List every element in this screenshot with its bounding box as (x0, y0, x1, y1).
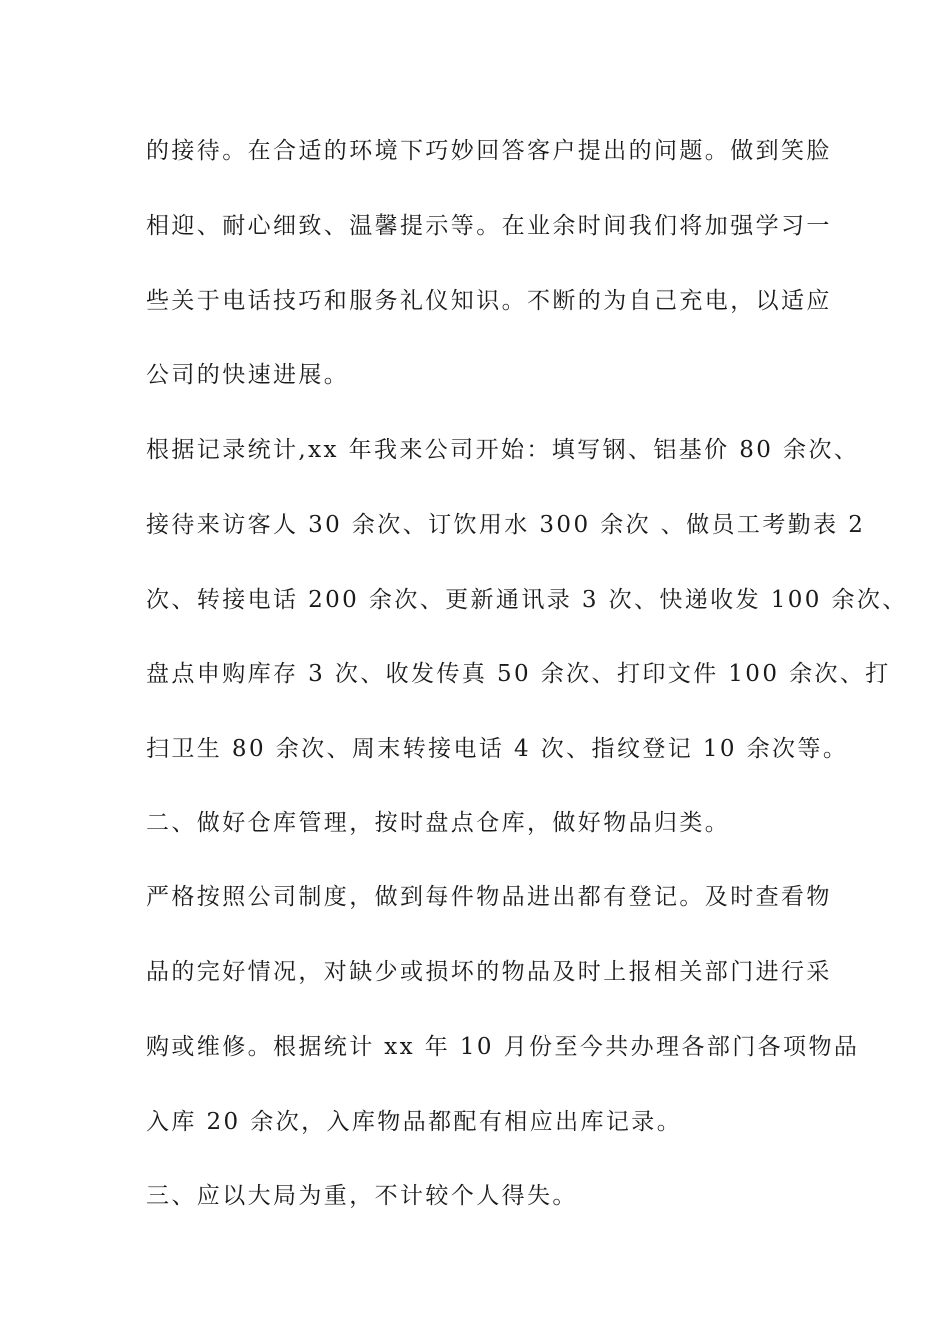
paragraph-line: 购或维修。根据统计 xx 年 10 月份至今共办理各部门各项物品 (146, 1034, 860, 1060)
paragraph-line: 扫卫生 80 余次、周末转接电话 4 次、指纹登记 10 余次等。 (146, 736, 849, 762)
paragraph-line: 接待来访客人 30 余次、订饮用水 300 余次 、做员工考勤表 2 (146, 512, 866, 538)
paragraph-line: 次、转接电话 200 余次、更新通讯录 3 次、快递收发 100 余次、 (146, 587, 908, 613)
paragraph-line: 入库 20 余次，入库物品都配有相应出库记录。 (146, 1109, 683, 1135)
paragraph-line: 公司的快速进展。 (146, 362, 350, 388)
paragraph-line: 的接待。在合适的环境下巧妙回答客户提出的问题。做到笑脸 (146, 138, 832, 164)
paragraph-line: 根据记录统计,xx 年我来公司开始：填写钢、铝基价 80 余次、 (146, 437, 860, 463)
paragraph-line: 严格按照公司制度，做到每件物品进出都有登记。及时查看物 (146, 884, 832, 910)
paragraph-line: 些关于电话技巧和服务礼仪知识。不断的为自己充电，以适应 (146, 288, 832, 314)
paragraph-line: 盘点申购库存 3 次、收发传真 50 余次、打印文件 100 余次、打 (146, 661, 891, 687)
paragraph-line: 相迎、耐心细致、温馨提示等。在业余时间我们将加强学习一 (146, 213, 832, 239)
paragraph-line: 品的完好情况，对缺少或损坏的物品及时上报相关部门进行采 (146, 959, 832, 985)
section-heading: 二、做好仓库管理，按时盘点仓库，做好物品归类。 (146, 810, 731, 836)
section-heading: 三、应以大局为重，不计较个人得失。 (146, 1183, 578, 1209)
